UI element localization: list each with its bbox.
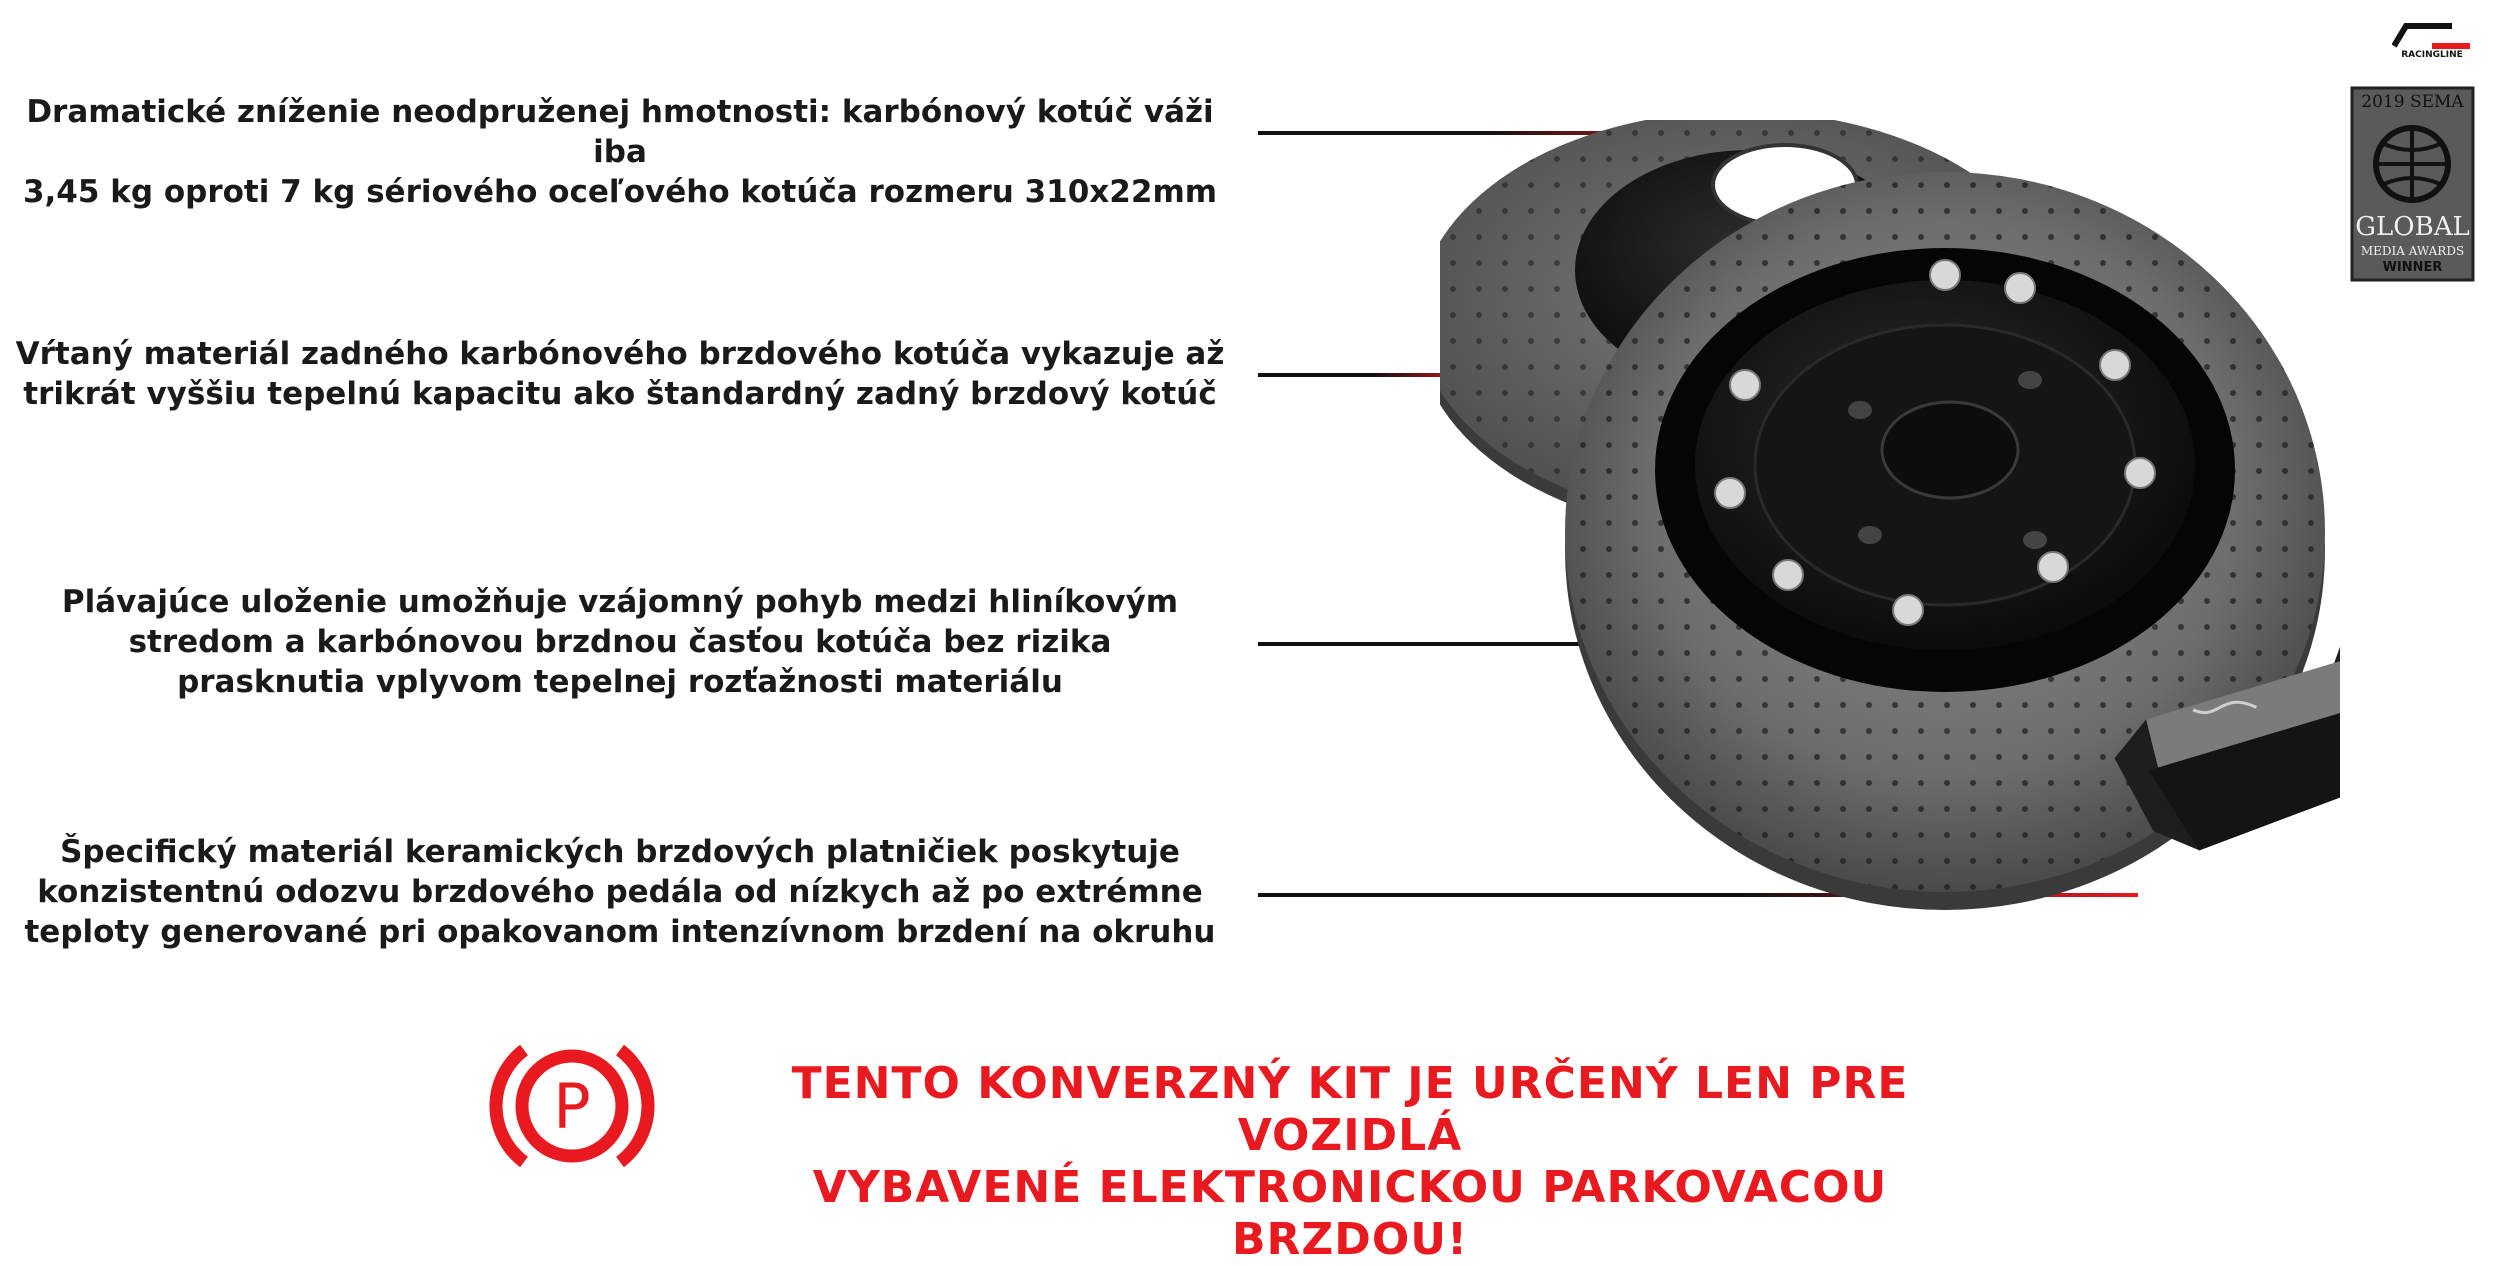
feature-line: konzistentnú odozvu brzdového pedála od nízkych až po extrémne <box>37 874 1203 910</box>
feature-line: Špecifický materiál keramických brzdových platničiek poskytuje <box>60 834 1180 870</box>
feature-line: teploty generované pri opakovanom intenzívnom brzdení na okruhu <box>24 914 1216 950</box>
badge-title: GLOBAL <box>2355 212 2470 242</box>
badge-year: 2019 SEMA <box>2361 92 2464 112</box>
feature-text-floating-mount <box>0 582 1240 702</box>
feature-line: trikrát vyššiu tepelnú kapacitu ako štandardný zadný brzdový kotúč <box>23 376 1217 412</box>
warning-line-1: TENTO KONVERZNÝ KIT JE URČENÝ LEN PRE VOZIDLÁ <box>791 1058 1909 1161</box>
brake-disc-illustration <box>1440 120 2340 1000</box>
feature-text-ceramic-pads <box>0 832 1240 952</box>
badge-result: WINNER <box>2382 260 2443 275</box>
logo-text: RACINGLINE <box>2401 50 2463 60</box>
feature-text-weight <box>0 92 1240 212</box>
electronic-parking-brake-warning <box>690 1058 2010 1266</box>
feature-line: Dramatické zníženie neodpruženej hmotnosti: karbónový kotúč váži iba <box>26 94 1214 170</box>
badge-subtitle: MEDIA AWARDS <box>2360 244 2465 258</box>
warning-line-2: VYBAVENÉ ELEKTRONICKOU PARKOVACOU BRZDOU! <box>812 1162 1888 1265</box>
parking-brake-icon <box>484 1040 660 1172</box>
racingline-mark-icon <box>2392 20 2472 50</box>
svg-text:P: P <box>553 1070 591 1143</box>
feature-text-heat-capacity <box>0 334 1240 414</box>
feature-line: 3,45 kg oproti 7 kg sériového oceľového kotúča rozmeru 310x22mm <box>22 174 1218 210</box>
feature-line: Vŕtaný materiál zadného karbónového brzdového kotúča vykazuje až <box>15 336 1225 372</box>
feature-line: stredom a karbónovou brzdnou časťou kotúča bez rizika <box>128 624 1112 660</box>
sema-award-badge <box>2350 86 2475 282</box>
feature-line: Plávajúce uloženie umožňuje vzájomný pohyb medzi hliníkovým <box>61 584 1179 620</box>
racingline-logo <box>2392 20 2472 62</box>
feature-line: prasknutia vplyvom tepelnej rozťažnosti materiálu <box>177 664 1063 700</box>
